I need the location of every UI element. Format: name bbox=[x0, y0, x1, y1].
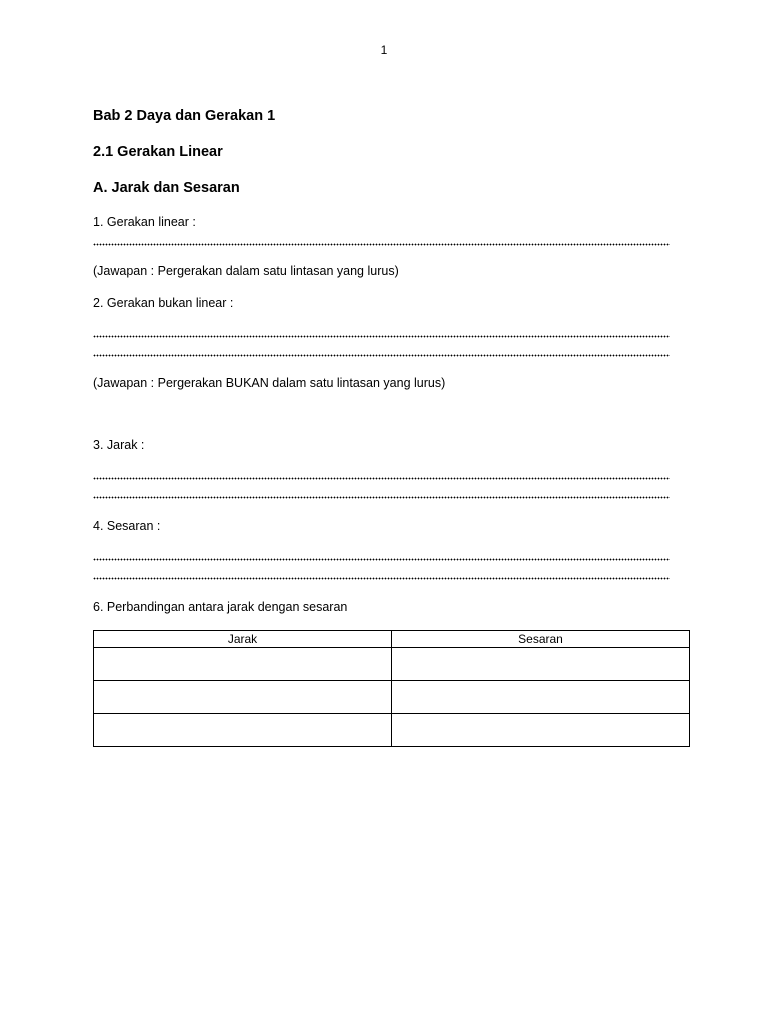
answer-line bbox=[93, 558, 670, 561]
section-title: 2.1 Gerakan Linear bbox=[93, 144, 223, 160]
table-row bbox=[94, 714, 690, 747]
answer-line bbox=[93, 577, 670, 580]
answer-line bbox=[93, 243, 670, 246]
table-header-row bbox=[94, 631, 690, 648]
page-number: 1 bbox=[380, 43, 388, 57]
table-cell bbox=[392, 714, 690, 747]
table-cell bbox=[94, 681, 392, 714]
question-1-label: 1. Gerakan linear : bbox=[93, 215, 196, 229]
column-header-jarak: Jarak bbox=[94, 631, 392, 648]
chapter-title: Bab 2 Daya dan Gerakan 1 bbox=[93, 108, 276, 124]
answer-line bbox=[93, 477, 670, 480]
question-2-label: 2. Gerakan bukan linear : bbox=[93, 296, 234, 310]
answer-line bbox=[93, 496, 670, 499]
table-cell bbox=[94, 648, 392, 681]
question-4-label: 4. Sesaran : bbox=[93, 519, 161, 533]
subsection-title: A. Jarak dan Sesaran bbox=[93, 180, 240, 196]
answer-line bbox=[93, 354, 670, 357]
comparison-table bbox=[93, 630, 690, 747]
question-6-label: 6. Perbandingan antara jarak dengan sesaran bbox=[93, 600, 348, 614]
table-cell bbox=[94, 714, 392, 747]
table-row bbox=[94, 648, 690, 681]
table-cell bbox=[392, 648, 690, 681]
answer-line bbox=[93, 335, 670, 338]
question-2-answer: (Jawapan : Pergerakan BUKAN dalam satu lintasan yang lurus) bbox=[93, 376, 446, 390]
question-1-answer: (Jawapan : Pergerakan dalam satu lintasan yang lurus) bbox=[93, 264, 399, 278]
table-row bbox=[94, 681, 690, 714]
column-header-sesaran: Sesaran bbox=[392, 631, 690, 648]
question-3-label: 3. Jarak : bbox=[93, 438, 145, 452]
table-cell bbox=[392, 681, 690, 714]
